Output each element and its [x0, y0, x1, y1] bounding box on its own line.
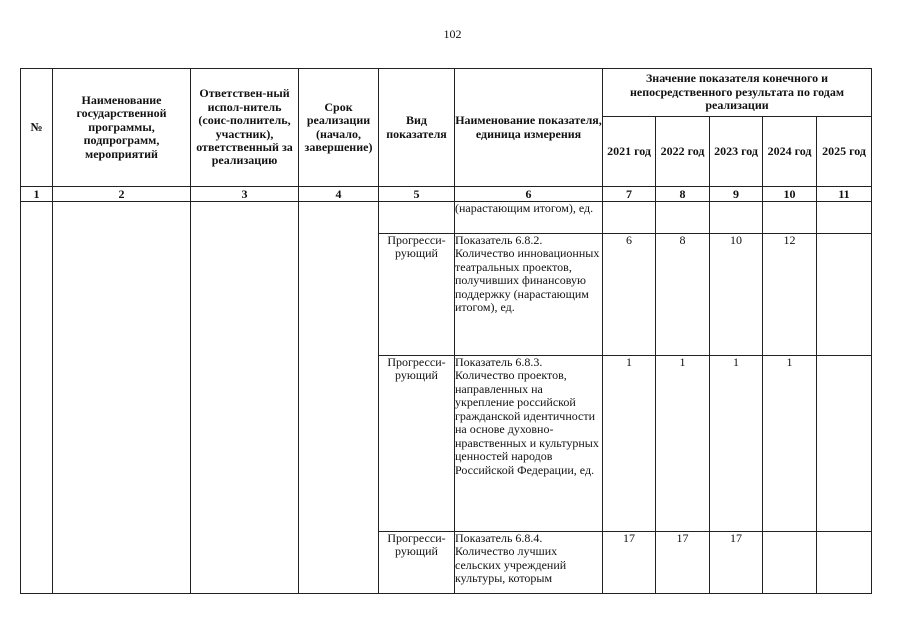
- cell-value-2021: 6: [603, 234, 656, 356]
- cell-value-2024: 12: [763, 234, 817, 356]
- cell-program-name: [53, 202, 191, 594]
- cell-indicator-type: Прогресси-рующий: [379, 356, 455, 532]
- column-number: 9: [710, 187, 763, 202]
- header-year-2021: 2021 год: [603, 117, 656, 187]
- cell-indicator-name: Показатель 6.8.3. Количество проектов, направленных на укрепление российской гражданской идентичности на основе духовно-нравственных и культурных ценностей народов Российской Федерации, ед.: [455, 356, 603, 532]
- column-number: 6: [455, 187, 603, 202]
- cell-value-2023: 10: [710, 234, 763, 356]
- column-number: 8: [656, 187, 710, 202]
- cell-value-2021: [603, 202, 656, 234]
- column-number: 2: [53, 187, 191, 202]
- cell-value-2025: [817, 234, 872, 356]
- cell-value-2025: [817, 356, 872, 532]
- column-number: 10: [763, 187, 817, 202]
- cell-value-2025: [817, 202, 872, 234]
- column-number: 4: [299, 187, 379, 202]
- cell-value-2022: 1: [656, 356, 710, 532]
- header-year-2022: 2022 год: [656, 117, 710, 187]
- page-number: 102: [443, 27, 462, 41]
- header-indicator-name: Наименование показателя, единица измерения: [455, 69, 603, 187]
- header-year-2023: 2023 год: [710, 117, 763, 187]
- cell-value-2021: 17: [603, 532, 656, 594]
- cell-indicator-name: Показатель 6.8.2. Количество инновационных театральных проектов, получивших финансовую поддержку (нарастающим итогом), ед.: [455, 234, 603, 356]
- indicators-table: [20, 68, 872, 594]
- cell-number: [21, 202, 53, 594]
- header-year-2024: 2024 год: [763, 117, 817, 187]
- cell-indicator-name: Показатель 6.8.4. Количество лучших сельских учреждений культуры, которым: [455, 532, 603, 594]
- cell-value-2024: [763, 532, 817, 594]
- header-year-2025: 2025 год: [817, 117, 872, 187]
- header-number: №: [21, 69, 53, 187]
- header-responsible: Ответствен-ный испол-нитель (соис-полнитель, участник), ответственный за реализацию: [191, 69, 299, 187]
- cell-value-2025: [817, 532, 872, 594]
- column-number-row: [21, 187, 872, 202]
- cell-value-2021: 1: [603, 356, 656, 532]
- column-number: 7: [603, 187, 656, 202]
- column-number: 5: [379, 187, 455, 202]
- cell-value-2024: [763, 202, 817, 234]
- cell-value-2023: 17: [710, 532, 763, 594]
- column-number: 1: [21, 187, 53, 202]
- cell-indicator-type: Прогресси-рующий: [379, 532, 455, 594]
- cell-indicator-name: (нарастающим итогом), ед.: [455, 202, 603, 234]
- cell-responsible: [191, 202, 299, 594]
- cell-value-2022: 17: [656, 532, 710, 594]
- cell-indicator-type: Прогресси-рующий: [379, 234, 455, 356]
- column-number: 11: [817, 187, 872, 202]
- header-program-name: Наименование государственной программы, подпрограмм, мероприятий: [53, 69, 191, 187]
- cell-value-2024: 1: [763, 356, 817, 532]
- column-number: 3: [191, 187, 299, 202]
- header-indicator-type: Вид показателя: [379, 69, 455, 187]
- cell-term: [299, 202, 379, 594]
- header-term: Срок реализации (начало, завершение): [299, 69, 379, 187]
- cell-value-2023: 1: [710, 356, 763, 532]
- header-values-group: Значение показателя конечного и непосредственного результата по годам реализации: [603, 69, 872, 117]
- cell-indicator-type: [379, 202, 455, 234]
- cell-value-2022: [656, 202, 710, 234]
- cell-value-2022: 8: [656, 234, 710, 356]
- table-row: [21, 202, 872, 234]
- cell-value-2023: [710, 202, 763, 234]
